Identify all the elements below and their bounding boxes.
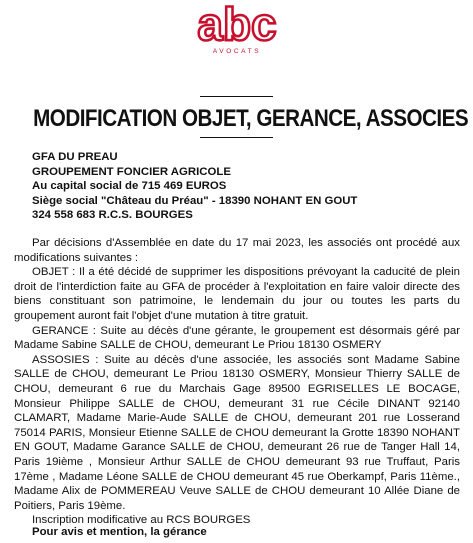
associes-paragraph: ASSOSIES : Suite au décès d'une associée, les associés sont Madame Sabine SALLE de CHOU, demeurant Le Priou 18130 OSMERY, Monsieur Thierry SALLE de CHOU, demeurant 6 rue du Marchais Gage 89500 EGRISELLES LE BOCAGE, Monsieur Philippe SALLE de CHOU, demeurant 31 rue Cécile DINANT 92140 CLAMART, Madame Marie-Aude SALLE de CHOU, demeurant 201 rue Losserand 75014 PARIS, Monsieur Etienne SALLE de CHOU demeurant la Grotte 18390 NOHANT EN GOUT, Madame Garance SALLE de CHOU, demeurant 26 rue de Tanger Hall 14, Paris 19ième , Monsieur Arthur SALLE de CHOU demeurant 93 rue Truffaut, Paris 17ème , Madame Léone SALLE de CHOU demeurant 45 rue Oberkampf, Paris 11ème., Madame Alix de POMMEREAU Veuve SALLE de CHOU demeurant 10 Allée Diane de Poitiers, Paris 19ème. — [14, 353, 460, 512]
company-name: GFA DU PREAU — [32, 151, 118, 163]
abc-logo-mark — [190, 4, 284, 48]
intro-paragraph: Par décisions d'Assemblée en date du 17 mai 2023, les associés ont procédé aux modifications suivantes : — [14, 237, 460, 264]
company-type: GROUPEMENT FONCIER AGRICOLE — [32, 165, 231, 178]
logo-subtitle: AVOCATS — [212, 48, 262, 55]
page-title: MODIFICATION OBJET, GERANCE, ASSOCIES — [33, 105, 469, 132]
company-block — [32, 150, 452, 223]
company-capital: Au capital social de 715 469 EUROS — [32, 180, 227, 193]
objet-paragraph: OBJET : Il a été décidé de supprimer les dispositions prévoyant la caducité de plein droit de l'interdiction faite au GFA de procéder à l'exploitation en faire valoir directe des biens constituant son patrimoine, le lendemain du jour ou toutes les parts du groupement auront fait l'objet d'une mutation à titre gratuit. — [14, 266, 460, 322]
logo-letters: abc — [197, 4, 277, 48]
company-seat: Siège social "Château du Préau" - 18390 NOHANT EN GOUT — [32, 194, 358, 207]
firm-logo — [190, 4, 284, 60]
notice-body — [14, 236, 460, 528]
title-rule-bottom — [200, 137, 273, 138]
company-rcs: 324 558 683 R.C.S. BOURGES — [32, 209, 193, 222]
closing-signature: Pour avis et mention, la gérance — [32, 526, 207, 538]
inscription-paragraph: Inscription modificative au RCS BOURGES — [32, 514, 251, 527]
title-rule-top — [200, 96, 273, 97]
gerance-paragraph: GERANCE : Suite au décès d'une gérante, le groupement est désormais géré par Madame Sabine SALLE de CHOU, demeurant Le Priou 18130 OSMERY — [14, 324, 460, 352]
